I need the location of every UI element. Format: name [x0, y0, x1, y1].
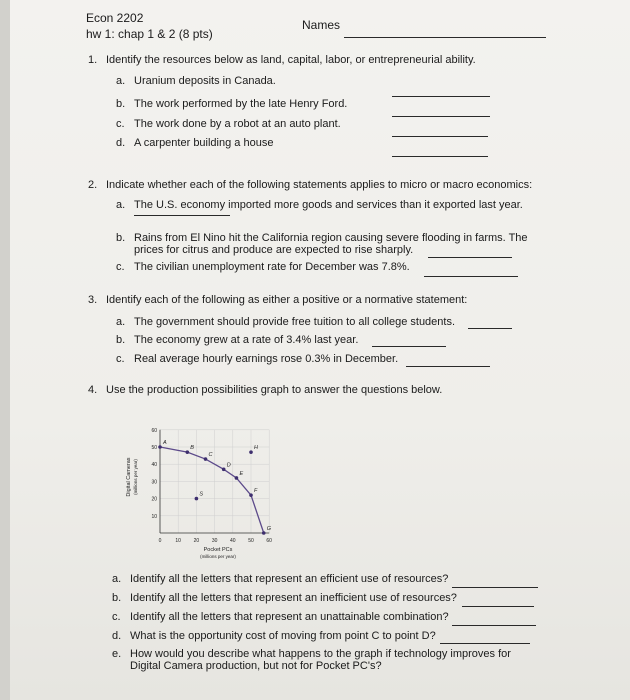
ppf-point-e	[235, 476, 239, 480]
point-label: F	[254, 488, 258, 495]
q3-number: 3.	[88, 294, 98, 306]
q3-prompt: Identify each of the following as either a positive or a normative statement:	[106, 294, 468, 306]
y-axis-subtitle: (millions per year)	[133, 459, 138, 495]
x-tick-label: 0	[158, 538, 162, 544]
point-label: A	[163, 440, 167, 446]
chart-grid	[160, 430, 269, 533]
q3-item-text: The government should provide free tuition to all college students.	[134, 316, 456, 328]
y-axis-title: Digital Cameras	[126, 457, 132, 497]
ppf-curve	[160, 447, 264, 533]
q1-item-text: The work performed by the late Henry Ford.	[134, 98, 348, 110]
q1-c-answer-line[interactable]	[392, 136, 488, 137]
q1-item-text: Uranium deposits in Canada.	[134, 75, 276, 87]
q2-b-text-line2: prices for citrus and produce are expected to rise sharply.	[134, 244, 414, 256]
q2-a-text: The U.S. economy imported more goods and services than it exported last year.	[134, 199, 523, 211]
page-edge-shadow	[0, 0, 10, 700]
ppf-point-b	[186, 450, 190, 454]
x-tick-label: 60	[266, 538, 272, 544]
point-label: C	[208, 452, 213, 459]
q2-number: 2.	[88, 179, 98, 191]
q3-c-answer-line[interactable]	[406, 366, 490, 367]
q2-c-answer-line[interactable]	[424, 276, 518, 277]
x-tick-label: 50	[248, 538, 254, 544]
ppf-point-d	[222, 468, 226, 472]
y-tick-label: 10	[151, 513, 157, 520]
q3-b-answer-line[interactable]	[372, 346, 446, 347]
x-axis-title: Pocket PCs	[203, 547, 233, 553]
q1-item-letter: d.	[116, 137, 126, 149]
q4-item-text: How would you describe what happens to the graph if technology improves for	[130, 648, 511, 660]
q1-item-text: The work done by a robot at an auto plant.	[134, 118, 341, 130]
q1-item-letter: a.	[116, 75, 126, 87]
q2-prompt: Indicate whether each of the following statements applies to micro or macro economics:	[106, 179, 533, 191]
q4-item-letter: e.	[112, 648, 122, 660]
q1-number: 1.	[88, 54, 98, 66]
ppf-point-c	[204, 457, 208, 461]
names-answer-line[interactable]	[344, 37, 546, 38]
q3-item-text: The economy grew at a rate of 3.4% last year.	[134, 334, 359, 346]
q3-item-letter: a.	[116, 316, 126, 328]
y-tick-label: 60	[151, 427, 157, 434]
q1-prompt: Identify the resources below as land, capital, labor, or entrepreneurial ability.	[106, 54, 476, 66]
q3-item-text: Real average hourly earnings rose 0.3% in December.	[134, 353, 399, 365]
y-tick-label: 30	[151, 479, 157, 486]
point-label: S	[199, 491, 204, 498]
q4-c-answer-line[interactable]	[452, 625, 536, 626]
q1-b-answer-line[interactable]	[392, 116, 490, 117]
q3-item-letter: b.	[116, 334, 126, 346]
point-label: G	[266, 526, 272, 532]
q4-item-letter: a.	[112, 573, 122, 585]
q4-number: 4.	[88, 384, 98, 396]
q4-item-text: Identify all the letters that represent an unattainable combination?	[130, 611, 449, 623]
q4-item-letter: b.	[112, 592, 122, 604]
q3-a-answer-line[interactable]	[468, 328, 512, 329]
ppf-point-g	[262, 531, 266, 535]
q2-c-text: The civilian unemployment rate for December was 7.8%.	[134, 261, 410, 273]
q4-item-letter: c.	[112, 611, 121, 623]
q2-b-text-line1: Rains from El Nino hit the California region causing severe flooding in farms. The	[134, 232, 528, 244]
point-label: H	[254, 445, 258, 452]
q2-c-letter: c.	[116, 261, 125, 273]
q2-b-letter: b.	[116, 232, 126, 244]
q4-prompt: Use the production possibilities graph to answer the questions below.	[106, 384, 443, 396]
q1-item-text: A carpenter building a house	[134, 137, 274, 149]
ppf-line	[160, 447, 264, 533]
point-h	[249, 450, 253, 454]
y-tick-label: 20	[151, 496, 157, 503]
q3-item-letter: c.	[116, 353, 125, 365]
q4-d-answer-line[interactable]	[440, 643, 530, 644]
point-s	[195, 497, 199, 501]
q4-item-text: Identify all the letters that represent an efficient use of resources?	[130, 573, 449, 585]
x-tick-label: 40	[230, 538, 236, 544]
ppf-point-a	[158, 445, 162, 449]
x-tick-label: 30	[211, 538, 218, 544]
ppf-point-f	[249, 493, 253, 497]
q4-a-answer-line[interactable]	[452, 587, 538, 588]
q4-b-answer-line[interactable]	[462, 606, 534, 607]
q1-d-answer-line[interactable]	[392, 156, 488, 157]
x-tick-label: 10	[175, 538, 181, 544]
x-tick-label: 20	[193, 538, 200, 544]
point-label: B	[190, 445, 194, 452]
course-title: Econ 2202	[86, 11, 144, 25]
q4-item-text: Identify all the letters that represent an inefficient use of resources?	[130, 592, 457, 604]
y-tick-label: 40	[151, 462, 157, 469]
q4-item-letter: d.	[112, 630, 122, 642]
point-label: E	[239, 470, 244, 477]
ppf-chart	[118, 405, 298, 565]
q4-item-text: What is the opportunity cost of moving from point C to point D?	[130, 630, 436, 642]
assignment-subtitle: hw 1: chap 1 & 2 (8 pts)	[86, 27, 213, 41]
y-tick-label: 50	[151, 445, 157, 451]
q2-b-answer-line[interactable]	[428, 257, 512, 258]
q2-a-answer-line[interactable]	[134, 215, 230, 216]
x-axis-subtitle: (millions per year)	[200, 554, 236, 559]
q1-item-letter: c.	[116, 118, 125, 130]
ppf-points	[158, 440, 272, 535]
q1-item-letter: b.	[116, 98, 126, 110]
q1-a-answer-line[interactable]	[392, 96, 490, 97]
names-label: Names	[302, 18, 341, 32]
q4-e-text-line2: Digital Camera production, but not for Pocket PC's?	[130, 660, 382, 672]
point-label: D	[226, 462, 231, 469]
q2-a-letter: a.	[116, 199, 126, 211]
